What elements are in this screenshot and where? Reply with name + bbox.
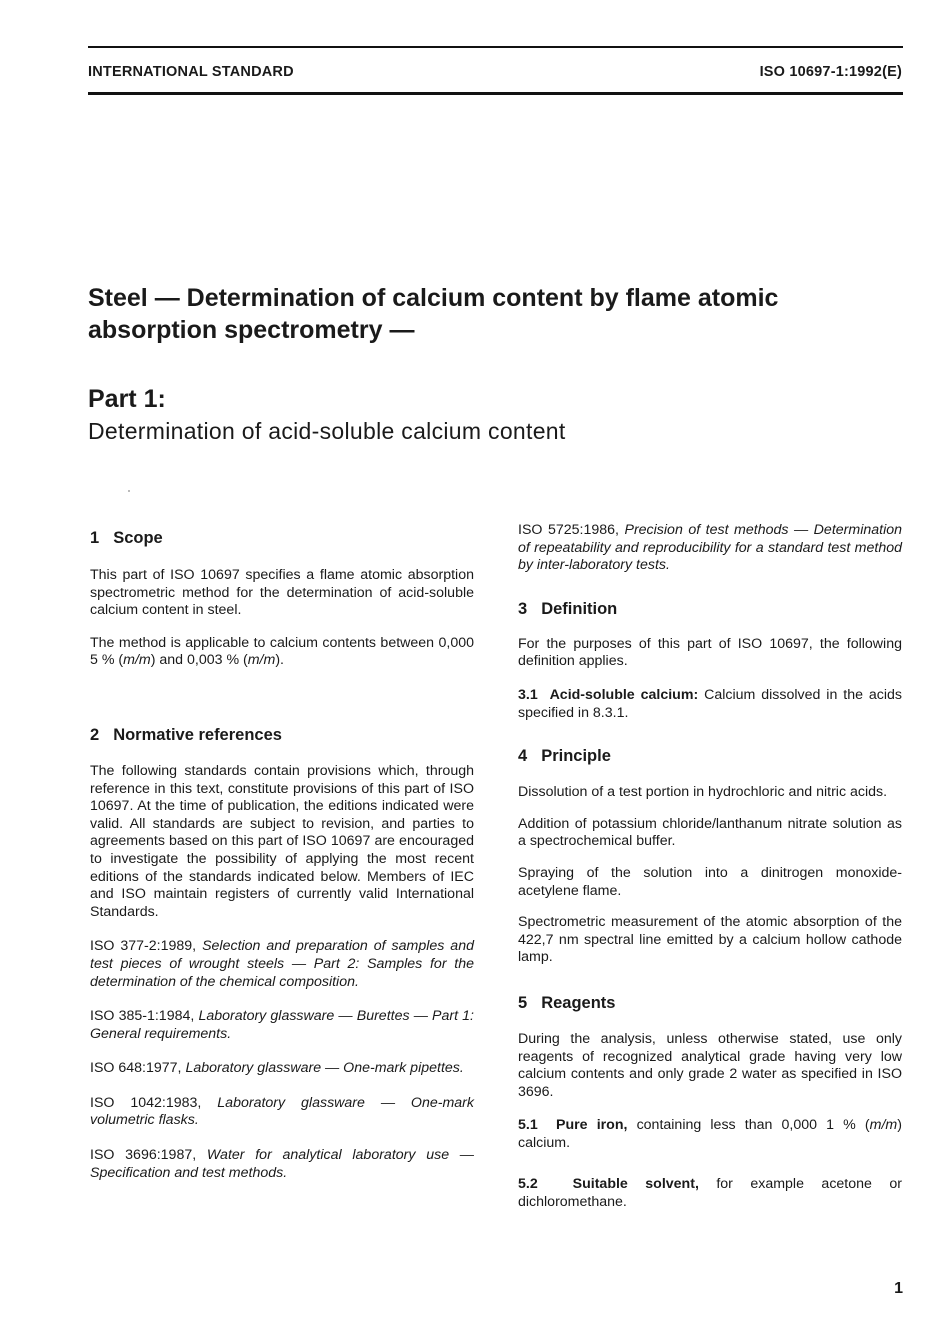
title-line-2: absorption spectrometry — xyxy=(88,316,415,344)
section-2-title: Normative references xyxy=(113,725,282,744)
normative-references-intro: The following standards contain provisions which, through reference in this text, constitute provisions of this part of ISO 10697. At the time of publication, the editions indicated were valid. All standards are subject to revision, and parties to agreements based on this part of ISO 10697 are encouraged to investigate the possibility of applying the most recent editions of the standards indicated below. Members of IEC and ISO maintain registers of currently valid International Standards. xyxy=(90,762,474,920)
definition-intro: For the purposes of this part of ISO 10697, the following definition applies. xyxy=(518,635,902,670)
principle-paragraph: Spraying of the solution into a dinitrogen monoxide-acetylene flame. xyxy=(518,864,902,899)
part-label: Part 1: xyxy=(88,385,166,413)
reference-item: ISO 377-2:1989, Selection and preparation of samples and test pieces of wrought steels — Part 2: Samples for the determination of the chemical composition. xyxy=(90,938,474,990)
section-3-title: Definition xyxy=(541,599,618,618)
section-2-number: 2 xyxy=(90,725,100,744)
principle-paragraph: Addition of potassium chloride/lanthanum nitrate solution as a spectrochemical buffer. xyxy=(518,815,902,850)
section-4-title: Principle xyxy=(541,747,611,766)
title-line-1: Steel — Determination of calcium content by flame atomic xyxy=(88,284,779,312)
reference-item: ISO 5725:1986, Precision of test methods — Determination of repeatability and reproducibility for a standard test method by inter-laboratory tests. xyxy=(518,522,902,574)
section-1-heading xyxy=(90,528,474,548)
reference-item: ISO 1042:1983, Laboratory glassware — One-mark volumetric flasks. xyxy=(90,1094,475,1129)
document-title xyxy=(88,282,888,346)
section-5-title: Reagents xyxy=(541,993,616,1012)
section-2-heading xyxy=(90,725,474,745)
section-4-heading xyxy=(518,746,902,766)
reagent-5-1: 5.1 Pure iron, containing less than 0,000 1 % (m/m) calcium. xyxy=(518,1117,902,1151)
page-number: 1 xyxy=(894,1280,903,1297)
section-1-number: 1 xyxy=(90,529,100,547)
reagents-intro: During the analysis, unless otherwise stated, use only reagents of recognized analytical grade having very low calcium contents and only grade 2 water as specified in ISO 3696. xyxy=(518,1030,902,1100)
standard-number: ISO 10697-1:1992(E) xyxy=(759,64,902,80)
section-3-heading xyxy=(518,599,902,619)
principle-paragraph: Dissolution of a test portion in hydrochloric and nitric acids. xyxy=(518,784,888,801)
left-column xyxy=(90,522,474,1182)
section-3-number: 3 xyxy=(518,599,528,618)
reference-item: ISO 3696:1987, Water for analytical laboratory use — Specification and test methods. xyxy=(90,1147,474,1181)
section-5-number: 5 xyxy=(518,993,528,1012)
document-type-label: INTERNATIONAL STANDARD xyxy=(88,64,294,80)
scope-paragraph-2: The method is applicable to calcium contents between 0,000 5 % (m/m) and 0,003 % (m/m). xyxy=(90,634,474,669)
reference-item: ISO 385-1:1984, Laboratory glassware — Burettes — Part 1: General requirements. xyxy=(90,1008,474,1042)
right-column xyxy=(518,522,902,1212)
header-rule-bottom xyxy=(88,92,903,95)
header-rule-top xyxy=(88,46,903,48)
scan-speck xyxy=(128,490,130,492)
section-4-number: 4 xyxy=(518,747,528,766)
definition-3-1: 3.1 Acid-soluble calcium: Calcium dissolved in the acids specified in 8.3.1. xyxy=(518,686,903,721)
section-5-heading xyxy=(518,993,902,1013)
principle-paragraph: Spectrometric measurement of the atomic absorption of the 422,7 nm spectral line emitted by a calcium hollow cathode lamp. xyxy=(518,914,902,966)
title-block xyxy=(88,282,888,446)
part-subtitle: Determination of acid-soluble calcium content xyxy=(88,418,566,444)
scope-paragraph-1: This part of ISO 10697 specifies a flame atomic absorption spectrometric method for the determination of acid-soluble calcium content in steel. xyxy=(90,567,474,619)
section-1-title: Scope xyxy=(113,529,163,547)
reagent-5-2: 5.2 Suitable solvent, for example acetone or dichloromethane. xyxy=(518,1176,902,1211)
reference-item: ISO 648:1977, Laboratory glassware — One-mark pipettes. xyxy=(90,1060,464,1077)
